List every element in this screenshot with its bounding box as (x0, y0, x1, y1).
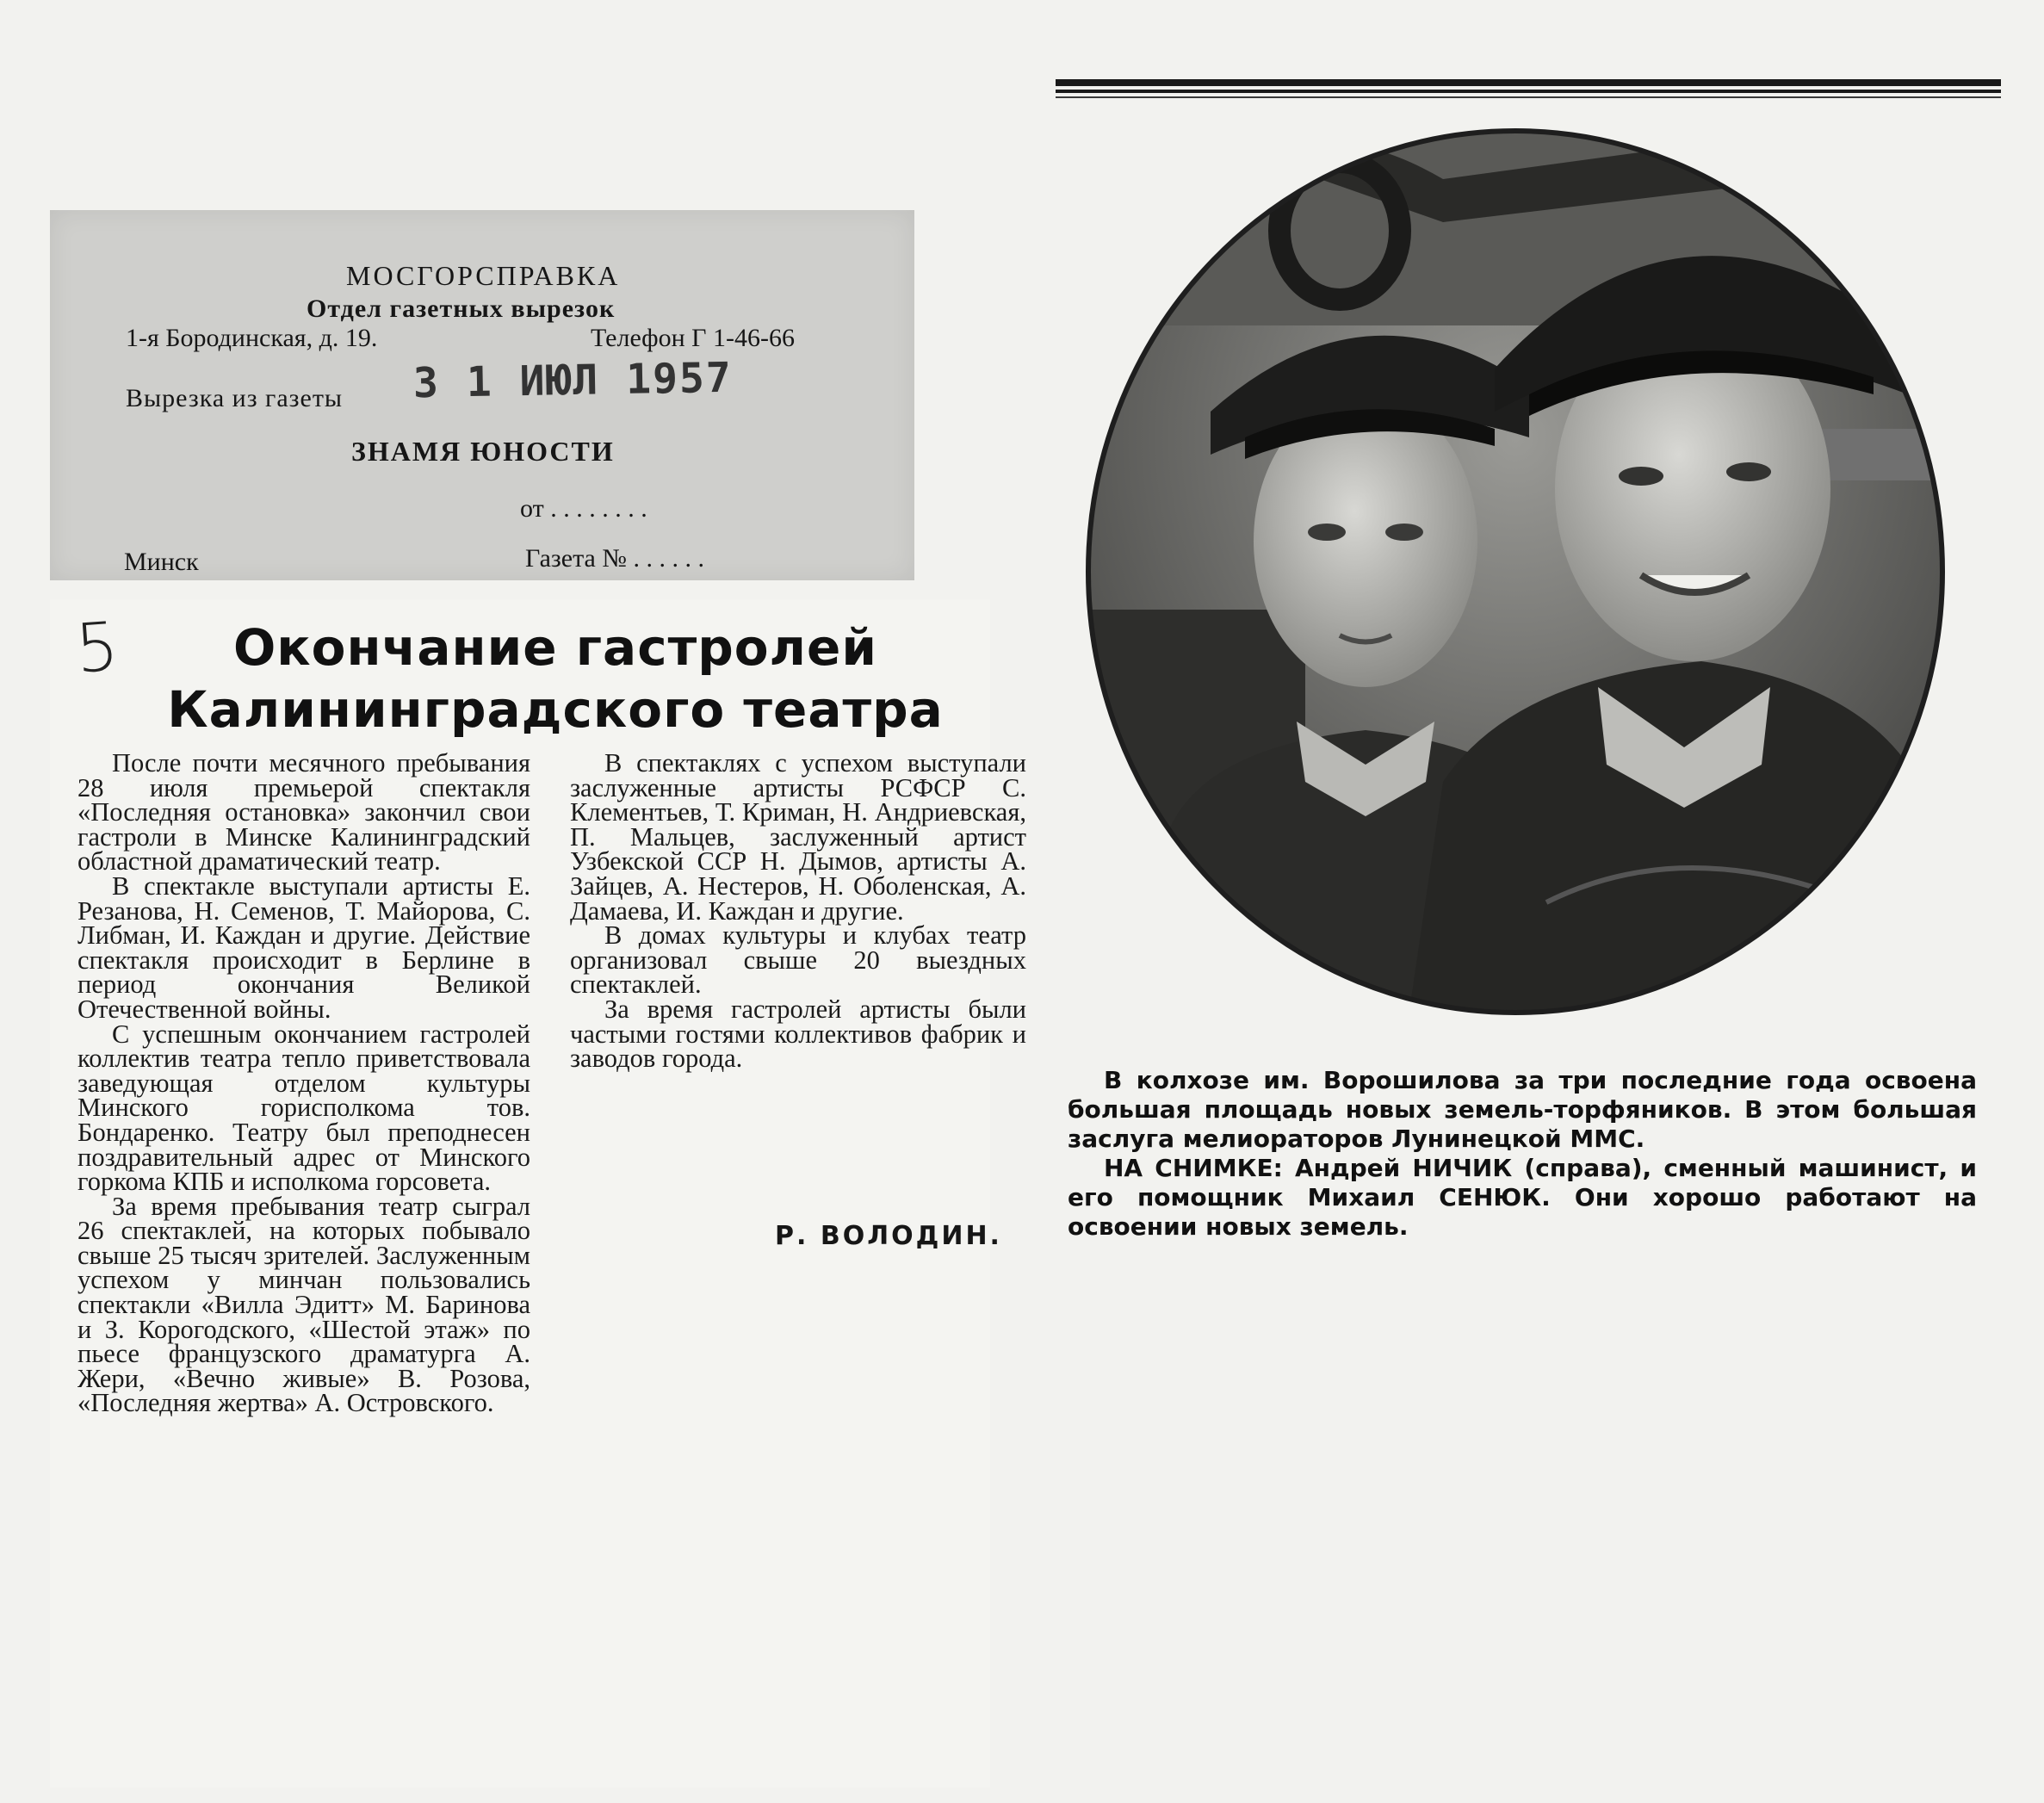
stamp-cut-label: Вырезка из газеты (126, 384, 344, 412)
stamp-issue: Газета № . . . . . . (525, 544, 704, 573)
caption-paragraph: В колхозе им. Ворошилова за три последние года освоена большая площадь новых земель-торфяников. В этом большая заслуга мелиораторов Лунинецкой ММС. (1068, 1066, 1977, 1153)
stamp-city: Минск (124, 548, 199, 576)
clipping-service-stamp (50, 210, 914, 580)
stamp-phone: Телефон Г 1-46-66 (591, 324, 795, 352)
handwritten-number: 5 (72, 608, 121, 689)
article-column-2 (570, 748, 1026, 1074)
paragraph: С успешным окончанием гастролей коллектив театра тепло приветствовала заведующая отделом культуры Минского горисполкома тов. Бондаренко. Театру был преподнесен поздравительный адрес от Минского горкома КПБ и исполкома горсовета. (77, 1019, 530, 1197)
paragraph: За время пребывания театр сыграл 26 спектаклей, на которых побывало свыше 25 тысяч зрителей. Заслуженным успехом у минчан пользовались спектакли «Вилла Эдитт» М. Баринова и З. Корогодского, «Шестой этаж» по пьесе французского драматурга А. Жери, «Вечно живые» В. Розова, «Последняя жертва» А. Островского. (77, 1191, 530, 1418)
paragraph: После почти месячного пребывания 28 июля премьерой спектакля «Последняя остановка» закончил свои гастроли в Минске Калининградский областной драматический театр. (77, 748, 530, 877)
stamp-org: МОСГОРСПРАВКА (346, 260, 621, 291)
article-headline (155, 616, 956, 740)
decorative-rule (1056, 79, 2001, 86)
paragraph: В домах культуры и клубах театр организовал свыше 20 выездных спектаклей. (570, 920, 1026, 1000)
article-signature: Р. ВОЛОДИН. (775, 1221, 1002, 1251)
stamp-address: 1-я Бородинская, д. 19. (126, 324, 378, 352)
paragraph: За время гастролей артисты были частыми гостями коллективов фабрик и заводов города. (570, 994, 1026, 1074)
article-column-1 (77, 748, 530, 1418)
stamp-date: 3 1 ИЮЛ 1957 (412, 353, 734, 408)
paragraph: В спектаклях с успехом выступали заслуженные артисты РСФСР С. Клементьев, Т. Криман, Н. Андриевская, П. Мальцев, заслуженный артист Узбекской ССР Н. Дымов, артисты А. Зайцев, А. Нестеров, Н. Оболенская, А. Дамаева, И. Каждан и другие. (570, 748, 1026, 926)
photo-caption (1068, 1066, 1977, 1242)
headline-line-1: Окончание гастролей (232, 618, 878, 677)
stamp-dept: Отдел газетных вырезок (307, 294, 616, 323)
headline-line-2: Калининградского театра (167, 680, 944, 739)
decorative-rule (1056, 90, 2001, 93)
stamp-paper-name: ЗНАМЯ ЮНОСТИ (351, 436, 615, 467)
decorative-rule (1056, 96, 2001, 98)
caption-paragraph: НА СНИМКЕ: Андрей НИЧИК (справа), сменный машинист, и его помощник Михаил СЕНЮК. Они хорошо работают на освоении новых земель. (1068, 1154, 1977, 1241)
paragraph: В спектакле выступали артисты Е. Резанова, Н. Семенов, Т. Майорова, С. Либман, И. Каждан и другие. Действие спектакля происходит в Берлине в период окончания Великой Отечественной войны. (77, 871, 530, 1024)
stamp-from: от . . . . . . . . (520, 494, 647, 523)
round-photo (1081, 127, 1949, 1016)
